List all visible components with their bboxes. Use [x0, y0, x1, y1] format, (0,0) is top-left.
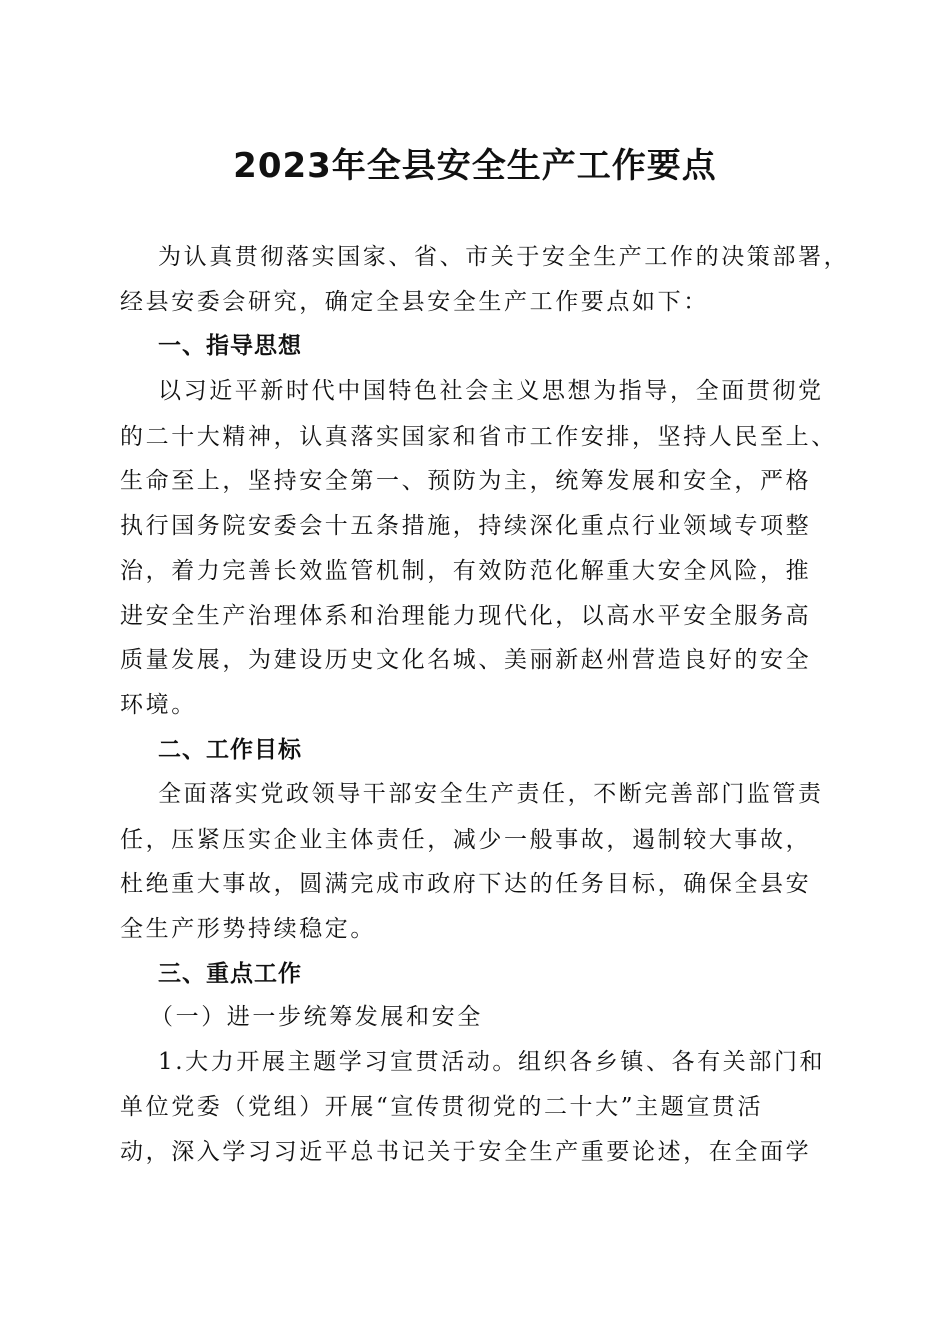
section3-line-2: 单位党委（党组）开展“宣传贯彻党的二十大”主题宣贯活: [120, 1094, 764, 1120]
section3-line-1: 1.大力开展主题学习宣贯活动。组织各乡镇、各有关部门和: [158, 1049, 826, 1075]
section2-line-1: 全面落实党政领导干部安全生产责任，不断完善部门监管责: [158, 781, 824, 807]
section1-line-5: 治，着力完善长效监管机制，有效防范化解重大安全风险，推: [120, 558, 812, 584]
intro-line-1: 为认真贯彻落实国家、省、市关于安全生产工作的决策部署，: [158, 244, 850, 270]
section3-line-3: 动，深入学习习近平总书记关于安全生产重要论述，在全面学: [120, 1139, 812, 1165]
section1-line-1: 以习近平新时代中国特色社会主义思想为指导，全面贯彻党: [158, 378, 824, 404]
section2-line-3: 杜绝重大事故，圆满完成市政府下达的任务目标，确保全县安: [120, 871, 812, 897]
section-heading-key-work: 三、重点工作: [158, 961, 302, 987]
subsection-heading-1: （一）进一步统筹发展和安全: [150, 1004, 483, 1030]
section-heading-guiding-ideology: 一、指导思想: [158, 333, 302, 359]
section-heading-work-goals: 二、工作目标: [158, 737, 302, 763]
section1-line-7: 质量发展，为建设历史文化名城、美丽新赵州营造良好的安全: [120, 647, 812, 673]
section1-line-6: 进安全生产治理体系和治理能力现代化，以高水平安全服务高: [120, 603, 812, 629]
section1-line-8: 环境。: [120, 692, 197, 718]
section2-line-4: 全生产形势持续稳定。: [120, 916, 376, 942]
section2-line-2: 任，压紧压实企业主体责任，减少一般事故，遏制较大事故，: [120, 827, 812, 853]
section1-line-2: 的二十大精神，认真落实国家和省市工作安排，坚持人民至上、: [120, 424, 837, 450]
document-title: 2023年全县安全生产工作要点: [233, 146, 717, 186]
intro-line-2: 经县安委会研究，确定全县安全生产工作要点如下：: [120, 289, 709, 315]
section1-line-3: 生命至上，坚持安全第一、预防为主，统筹发展和安全，严格: [120, 468, 812, 494]
section1-line-4: 执行国务院安委会十五条措施，持续深化重点行业领域专项整: [120, 513, 812, 539]
